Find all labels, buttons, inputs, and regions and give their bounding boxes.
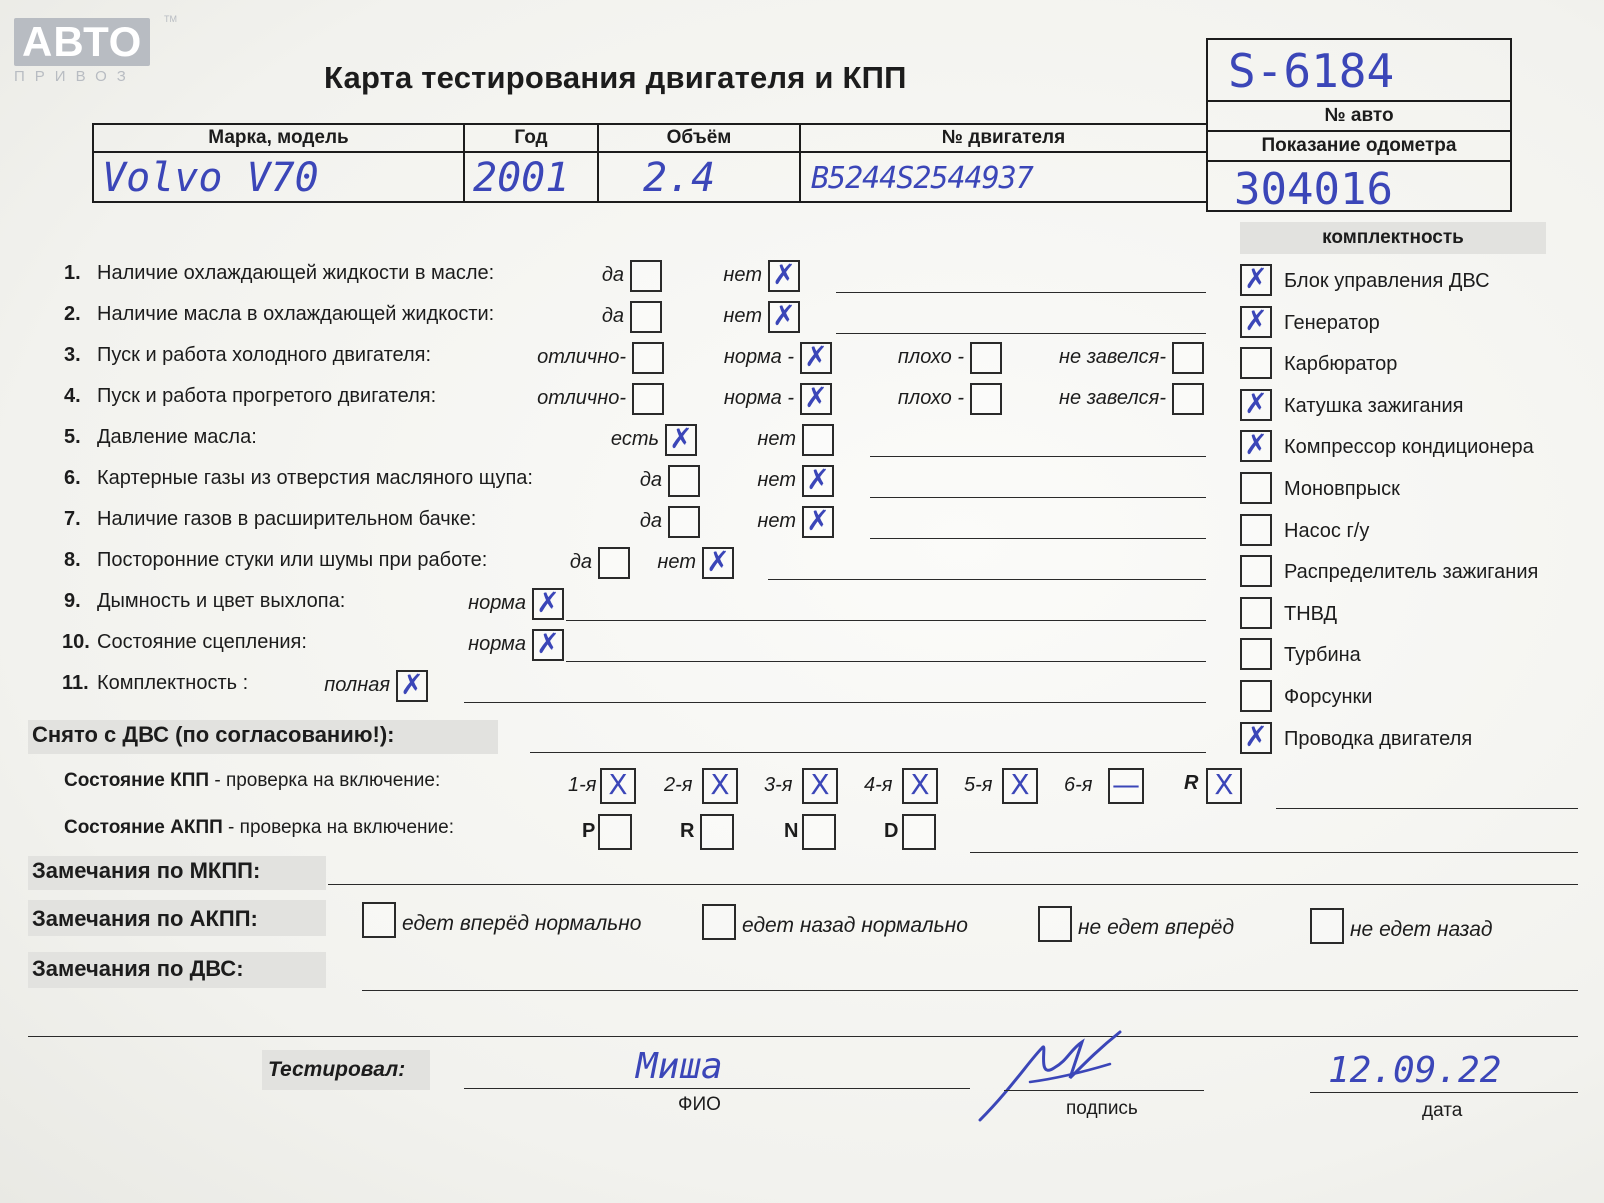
kit-checkbox[interactable] <box>1240 430 1272 462</box>
check-mark-icon: ✗ <box>669 422 693 455</box>
question-text: Комплектность : <box>97 672 249 694</box>
answer-line <box>464 702 1206 703</box>
kpp-gear-checkbox[interactable] <box>702 768 738 804</box>
page-title: Карта тестирования двигателя и КПП <box>324 60 907 95</box>
option-checkbox[interactable] <box>768 301 800 333</box>
check-mark-icon <box>1242 471 1270 499</box>
akpp-gear-label: N <box>784 820 799 842</box>
akpp-label-bold: Состояние АКПП <box>64 817 223 838</box>
brand-model-value: Volvo V70 <box>102 155 319 201</box>
akpp-gear-checkbox[interactable] <box>700 814 734 850</box>
answer-line <box>768 579 1206 580</box>
answer-line <box>870 538 1206 539</box>
check-mark-icon <box>600 546 628 574</box>
check-mark-icon: ✗ <box>806 504 830 537</box>
odometer-cell <box>1206 160 1512 215</box>
answer-line <box>870 497 1206 498</box>
brand-model-label: Марка, модель <box>92 123 465 153</box>
year-cell <box>463 151 599 203</box>
kpp-gear-mark: X <box>608 768 628 801</box>
kpp-gear-label: 1-я <box>568 774 597 796</box>
question-text: Дымность и цвет выхлопа: <box>97 590 346 612</box>
question-number: 5. <box>64 426 81 448</box>
option-checkbox[interactable] <box>768 260 800 292</box>
akpp-option-label: едет назад нормально <box>742 914 968 937</box>
question-number: 10. <box>62 631 90 653</box>
kit-checkbox[interactable] <box>1240 386 1272 421</box>
option-label: нет <box>757 510 796 532</box>
check-mark-icon <box>1242 637 1270 665</box>
kit-item-label: Карбюратор <box>1284 353 1398 376</box>
option-label: отлично- <box>537 387 626 409</box>
kpp-gear-checkbox[interactable] <box>1206 768 1242 804</box>
check-mark-icon <box>670 505 698 533</box>
kit-item-label: Форсунки <box>1284 686 1373 708</box>
kit-checkbox[interactable] <box>1240 303 1272 338</box>
removed-line <box>530 752 1206 753</box>
option-checkbox[interactable] <box>802 424 834 456</box>
check-mark-icon <box>634 382 662 410</box>
kit-item-label: ТНВД <box>1284 602 1338 625</box>
kit-item-label: Моновпрыск <box>1284 478 1400 500</box>
answer-line <box>870 456 1206 457</box>
option-label: нет <box>657 551 696 573</box>
question-text: Наличие газов в расширительном бачке: <box>97 508 477 530</box>
option-checkbox[interactable] <box>532 588 564 620</box>
kpp-gear-label: 4-я <box>864 774 893 796</box>
check-mark-icon <box>670 464 698 492</box>
mkpp-remarks-line <box>328 884 1578 885</box>
option-checkbox[interactable] <box>668 506 700 538</box>
check-mark-icon: ✗ <box>706 545 730 578</box>
kpp-label-bold: Состояние КПП <box>64 770 210 791</box>
kpp-line <box>1276 808 1578 809</box>
akpp-gear-label: P <box>582 820 596 842</box>
kit-checkbox[interactable] <box>1240 597 1272 629</box>
akpp-option-checkbox[interactable] <box>362 902 396 938</box>
check-mark-icon: ✗ <box>1244 719 1268 753</box>
kpp-gear-mark: X <box>1214 768 1234 801</box>
question-text: Наличие масла в охлаждающей жидкости: <box>97 303 495 325</box>
kit-item-label: Турбина <box>1284 644 1361 667</box>
check-mark-icon <box>972 382 1000 410</box>
volume-label: Объём <box>597 123 801 153</box>
kit-checkbox[interactable] <box>1240 555 1272 587</box>
option-label: нет <box>723 305 762 327</box>
option-label: не завелся- <box>1059 387 1166 409</box>
question-text: Давление масла: <box>97 426 257 448</box>
question-number: 11. <box>62 672 89 694</box>
fio-line <box>464 1088 970 1089</box>
option-checkbox[interactable] <box>1172 342 1204 374</box>
kpp-gear-checkbox[interactable] <box>1002 768 1038 804</box>
kpp-label-rest: - проверка на включение: <box>209 770 441 791</box>
option-checkbox[interactable] <box>598 547 630 579</box>
option-label: есть <box>610 428 659 450</box>
akpp-gear-mark <box>904 813 934 845</box>
tested-label: Тестировал: <box>268 1058 406 1081</box>
kpp-gear-mark: X <box>1010 768 1030 801</box>
akpp-label <box>64 817 454 839</box>
option-label: да <box>639 469 662 491</box>
kpp-gear-mark: X <box>710 768 730 801</box>
option-label: нет <box>723 264 762 286</box>
kpp-gear-checkbox[interactable] <box>600 768 636 804</box>
check-mark-icon: ✗ <box>536 586 560 619</box>
check-mark-icon: ✗ <box>804 340 828 373</box>
kpp-gear-label: 6-я <box>1064 774 1093 796</box>
akpp-option-label: едет вперёд нормально <box>402 912 642 935</box>
check-mark-icon <box>1242 554 1270 582</box>
dvs-remarks-line <box>362 990 1578 991</box>
akpp-gear-label: D <box>884 820 899 842</box>
question-number: 3. <box>64 344 81 366</box>
check-mark-icon <box>1242 346 1270 374</box>
fio-signature: Миша <box>636 1046 723 1087</box>
option-label: плохо - <box>897 346 964 368</box>
logo-tm: TM <box>164 14 177 24</box>
check-mark-icon: ✗ <box>804 381 828 414</box>
akpp-gear-checkbox[interactable] <box>802 814 836 850</box>
question-number: 6. <box>64 467 81 489</box>
removed-label: Снято с ДВС (по согласованию!): <box>32 722 395 747</box>
check-mark-icon: ✗ <box>1244 428 1268 462</box>
check-mark-icon <box>1242 513 1270 541</box>
option-checkbox[interactable] <box>702 547 734 579</box>
check-mark-icon: ✗ <box>536 627 560 660</box>
akpp-remarks-label: Замечания по АКПП: <box>32 906 258 931</box>
akpp-gear-checkbox[interactable] <box>902 814 936 850</box>
answer-line <box>566 620 1206 621</box>
check-mark-icon: ✗ <box>772 299 796 332</box>
volume-value: 2.4 <box>643 155 716 201</box>
car-number-cell <box>1206 38 1512 102</box>
date-label: дата <box>1422 1100 1463 1121</box>
check-mark-icon <box>804 423 832 451</box>
check-mark-icon: ✗ <box>1244 303 1268 337</box>
kit-item-label: Генератор <box>1284 311 1380 334</box>
check-mark-icon <box>632 300 660 328</box>
question-number: 4. <box>64 385 81 407</box>
kit-checkbox[interactable] <box>1240 514 1272 546</box>
kit-checkbox[interactable] <box>1240 264 1272 296</box>
kpp-gear-mark: X <box>910 768 930 801</box>
option-label: норма <box>468 592 526 614</box>
option-label: нет <box>757 428 796 450</box>
option-label: да <box>639 510 662 532</box>
option-checkbox[interactable] <box>632 342 664 374</box>
kpp-gear-label: R <box>1184 772 1199 794</box>
option-label: нет <box>757 469 796 491</box>
option-checkbox[interactable] <box>665 424 697 456</box>
fio-label: ФИО <box>678 1094 721 1115</box>
kpp-gear-checkbox[interactable] <box>902 768 938 804</box>
kpp-gear-checkbox[interactable] <box>1108 768 1144 804</box>
akpp-option-checkbox[interactable] <box>1310 908 1344 944</box>
check-mark-icon: ✗ <box>1244 386 1268 420</box>
brand-model-cell <box>92 151 465 203</box>
year-label: Год <box>463 123 599 153</box>
option-label: да <box>601 305 624 327</box>
question-number: 7. <box>64 508 81 530</box>
question-text: Наличие охлаждающей жидкости в масле: <box>97 262 495 284</box>
option-label: полная <box>324 674 390 696</box>
logo-sub: ПРИВОЗ <box>14 68 136 85</box>
akpp-gear-label: R <box>680 820 695 842</box>
option-checkbox[interactable] <box>1172 383 1204 415</box>
option-checkbox[interactable] <box>396 670 428 702</box>
engine-number-cell <box>799 151 1208 203</box>
kit-checkbox[interactable] <box>1240 638 1272 670</box>
option-label: да <box>601 264 624 286</box>
kit-item-label: Насос г/у <box>1284 519 1370 542</box>
check-mark-icon <box>1174 382 1202 410</box>
option-label: плохо - <box>897 387 964 409</box>
option-label: не завелся- <box>1059 346 1166 368</box>
answer-line <box>836 333 1206 334</box>
option-label: норма - <box>723 387 794 409</box>
option-checkbox[interactable] <box>632 383 664 415</box>
answer-line <box>836 292 1206 293</box>
sign-label: подпись <box>1066 1098 1138 1119</box>
check-mark-icon <box>1242 679 1270 707</box>
car-number-value: S-6184 <box>1228 44 1395 98</box>
volume-cell <box>597 151 801 203</box>
kit-title: комплектность <box>1322 227 1464 248</box>
kpp-gear-checkbox[interactable] <box>802 768 838 804</box>
avto-privoz-logo <box>14 14 177 85</box>
option-checkbox[interactable] <box>800 342 832 374</box>
option-checkbox[interactable] <box>532 629 564 661</box>
check-mark-icon <box>634 341 662 369</box>
check-mark-icon: ✗ <box>1244 262 1268 295</box>
question-number: 8. <box>64 549 81 571</box>
check-mark-icon <box>972 341 1000 369</box>
question-number: 1. <box>64 262 81 284</box>
dvs-remarks-label: Замечания по ДВС: <box>32 956 244 981</box>
option-checkbox[interactable] <box>970 342 1002 374</box>
kpp-gear-label: 2-я <box>664 774 693 796</box>
akpp-option-checkbox[interactable] <box>1038 906 1072 942</box>
check-mark-icon <box>1174 341 1202 369</box>
date-value: 12.09.22 <box>1328 1050 1502 1091</box>
akpp-gear-mark <box>804 813 834 845</box>
option-checkbox[interactable] <box>800 383 832 415</box>
option-label: норма - <box>723 346 794 368</box>
question-text: Состояние сцепления: <box>97 631 307 653</box>
option-checkbox[interactable] <box>630 260 662 292</box>
kit-item-label: Блок управления ДВС <box>1284 270 1490 292</box>
kit-item-label: Проводка двигателя <box>1284 727 1473 750</box>
kpp-gear-label: 5-я <box>964 774 993 796</box>
sign-line <box>1004 1090 1204 1091</box>
kit-checkbox[interactable] <box>1240 347 1272 379</box>
kit-checkbox[interactable] <box>1240 680 1272 712</box>
kit-item-label: Катушка зажигания <box>1284 394 1464 417</box>
odometer-value: 304016 <box>1234 164 1393 215</box>
check-mark-icon <box>1242 596 1270 624</box>
check-mark-icon: ✗ <box>806 463 830 496</box>
option-checkbox[interactable] <box>802 465 834 497</box>
kpp-gear-label: 3-я <box>764 774 793 796</box>
odometer-label: Показание одометра <box>1206 130 1512 162</box>
mkpp-remarks-label: Замечания по МКПП: <box>32 858 261 883</box>
kpp-label <box>64 770 440 792</box>
akpp-gear-mark <box>702 813 732 845</box>
question-text: Посторонние стуки или шумы при работе: <box>97 549 488 571</box>
option-label: да <box>569 551 592 573</box>
option-checkbox[interactable] <box>630 301 662 333</box>
dvs-remarks-line-2 <box>28 1036 1578 1037</box>
akpp-gear-checkbox[interactable] <box>598 814 632 850</box>
option-checkbox[interactable] <box>802 506 834 538</box>
engine-number-label: № двигателя <box>799 123 1208 153</box>
answer-line <box>566 661 1206 662</box>
check-mark-icon <box>632 259 660 287</box>
option-label: норма <box>468 633 526 655</box>
akpp-line <box>970 852 1578 853</box>
akpp-gear-mark <box>600 813 630 845</box>
option-label: отлично- <box>537 346 626 368</box>
check-mark-icon: ✗ <box>400 668 424 701</box>
kit-item-label: Распределитель зажигания <box>1284 561 1539 584</box>
kit-checkbox[interactable] <box>1240 719 1272 754</box>
question-number: 9. <box>64 590 81 612</box>
kit-checkbox[interactable] <box>1240 472 1272 504</box>
engine-number-value: B5244S2544937 <box>811 161 1033 196</box>
kpp-gear-mark: X <box>810 768 830 801</box>
logo-main: АВТО <box>14 18 150 66</box>
question-text: Пуск и работа прогретого двигателя: <box>97 385 437 407</box>
akpp-option-label: не едет вперёд <box>1078 916 1235 939</box>
option-checkbox[interactable] <box>668 465 700 497</box>
kit-item-label: Компрессор кондиционера <box>1284 436 1534 459</box>
car-number-label: № авто <box>1206 100 1512 132</box>
kpp-gear-mark: — <box>1112 768 1140 801</box>
question-text: Картерные газы из отверстия масляного щупа: <box>97 467 533 489</box>
question-text: Пуск и работа холодного двигателя: <box>97 344 432 366</box>
question-number: 2. <box>64 303 81 325</box>
option-checkbox[interactable] <box>970 383 1002 415</box>
check-mark-icon: ✗ <box>772 258 796 291</box>
akpp-option-checkbox[interactable] <box>702 904 736 940</box>
year-value: 2001 <box>473 155 570 201</box>
akpp-label-rest: - проверка на включение: <box>222 817 454 838</box>
date-line <box>1310 1092 1578 1093</box>
akpp-option-label: не едет назад <box>1350 918 1493 941</box>
